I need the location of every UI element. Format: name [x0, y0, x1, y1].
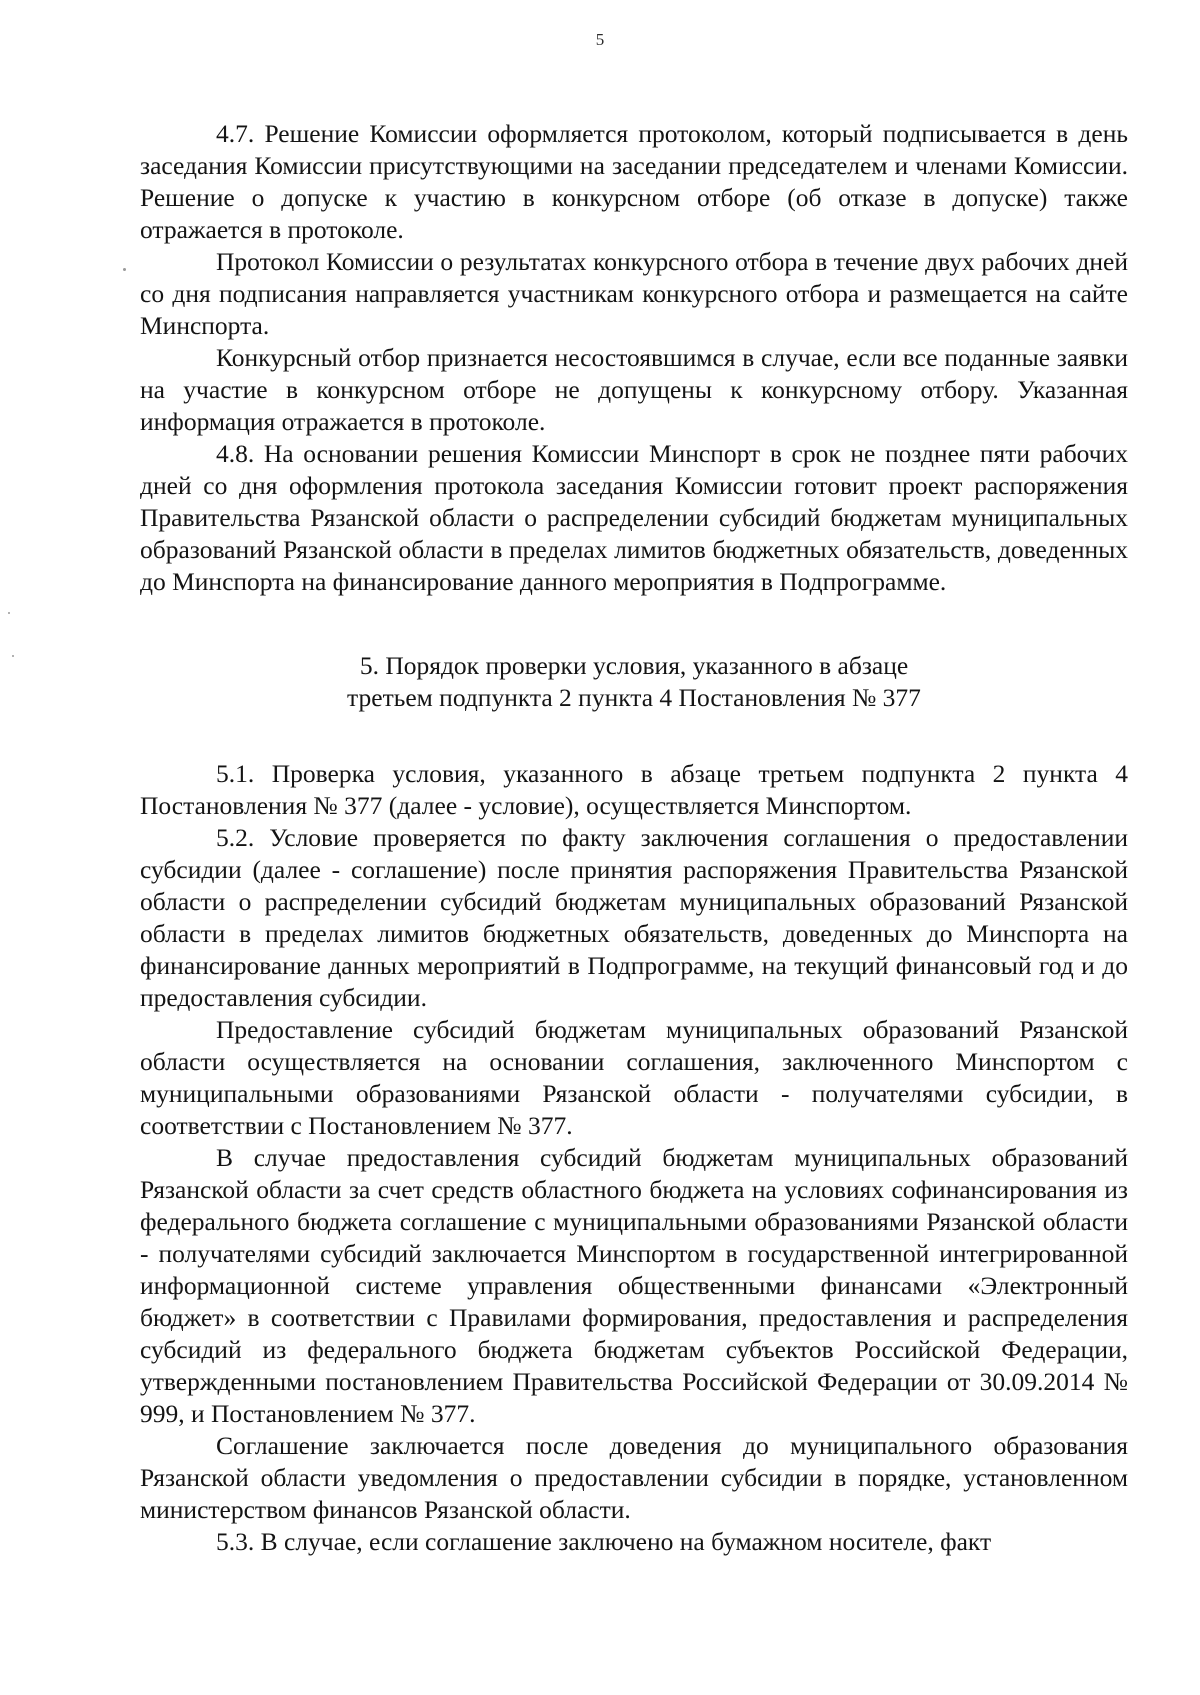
paragraph-5-1: 5.1. Проверка условия, указанного в абзаце третьем подпункта 2 пункта 4 Постановления № 377 (далее - условие), осуществляется Минспортом. — [140, 759, 1128, 820]
paragraph-subsidy-provision: Предоставление субсидий бюджетам муниципальных образований Рязанской области осуществляется на основании соглашения, заключенного Минспортом с муниципальными образованиями Рязанской области - получателями субсидии, в соответствии с Постановлением № 377. — [140, 1015, 1128, 1140]
section-title-line: третьем подпункта 2 пункта 4 Постановления № 377 — [347, 683, 921, 712]
section-5-title — [140, 650, 1128, 714]
paragraph-cofinancing: В случае предоставления субсидий бюджетам муниципальных образований Рязанской области за счет средств областного бюджета на условиях софинансирования из федерального бюджета соглашение с муниципальными образованиями Рязанской области - получателями субсидий заключается Минспортом в государственной интегрированной информационной системе управления общественными финансами «Электронный бюджет» в соответствии с Правилами формирования, предоставления и распределения субсидий из федерального бюджета бюджетам субъектов Российской Федерации, утвержденными постановлением Правительства Российской Федерации от 30.09.2014 № 999, и Постановлением № 377. — [140, 1143, 1128, 1428]
scan-speck — [12, 655, 14, 657]
section-title-line: 5. Порядок проверки условия, указанного в абзаце — [359, 651, 909, 680]
paragraph-5-3: 5.3. В случае, если соглашение заключено на бумажном носителе, факт — [216, 1527, 992, 1556]
page-number: 5 — [595, 30, 605, 49]
paragraph-4-8: 4.8. На основании решения Комиссии Минспорт в срок не позднее пяти рабочих дней со дня оформления протокола заседания Комиссии готовит проект распоряжения Правительства Рязанской области о распределении субсидий бюджетам муниципальных образований Рязанской области в пределах лимитов бюджетных обязательств, доведенных до Минспорта на финансирование данного мероприятия в Подпрограмме. — [140, 439, 1128, 596]
paragraph-4-7: 4.7. Решение Комиссии оформляется протоколом, который подписывается в день заседания Комиссии присутствующими на заседании председателем и членами Комиссии. Решение о допуске к участию в конкурсном отборе (об отказе в допуске) также отражается в протоколе. — [140, 119, 1128, 244]
paragraph-agreement-notice: Соглашение заключается после доведения до муниципального образования Рязанской области уведомления о предоставлении субсидии в порядке, установленном министерством финансов Рязанской области. — [140, 1431, 1128, 1524]
scan-speck — [123, 268, 126, 271]
paragraph-5-2: 5.2. Условие проверяется по факту заключения соглашения о предоставлении субсидии (далее - соглашение) после принятия распоряжения Правительства Рязанской области о распределении субсидий бюджетам муниципальных образований Рязанской области в пределах лимитов бюджетных обязательств, доведенных до Минспорта на финансирование данных мероприятий в Подпрограмме, на текущий финансовый год и до предоставления субсидии. — [140, 823, 1128, 1012]
document-body — [140, 118, 1128, 1558]
scan-speck — [8, 612, 10, 614]
paragraph-failed-selection: Конкурсный отбор признается несостоявшимся в случае, если все поданные заявки на участие в конкурсном отборе не допущены к конкурсному отбору. Указанная информация отражается в протоколе. — [140, 343, 1128, 436]
paragraph-protocol: Протокол Комиссии о результатах конкурсного отбора в течение двух рабочих дней со дня подписания направляется участникам конкурсного отбора и размещается на сайте Минспорта. — [140, 247, 1128, 340]
